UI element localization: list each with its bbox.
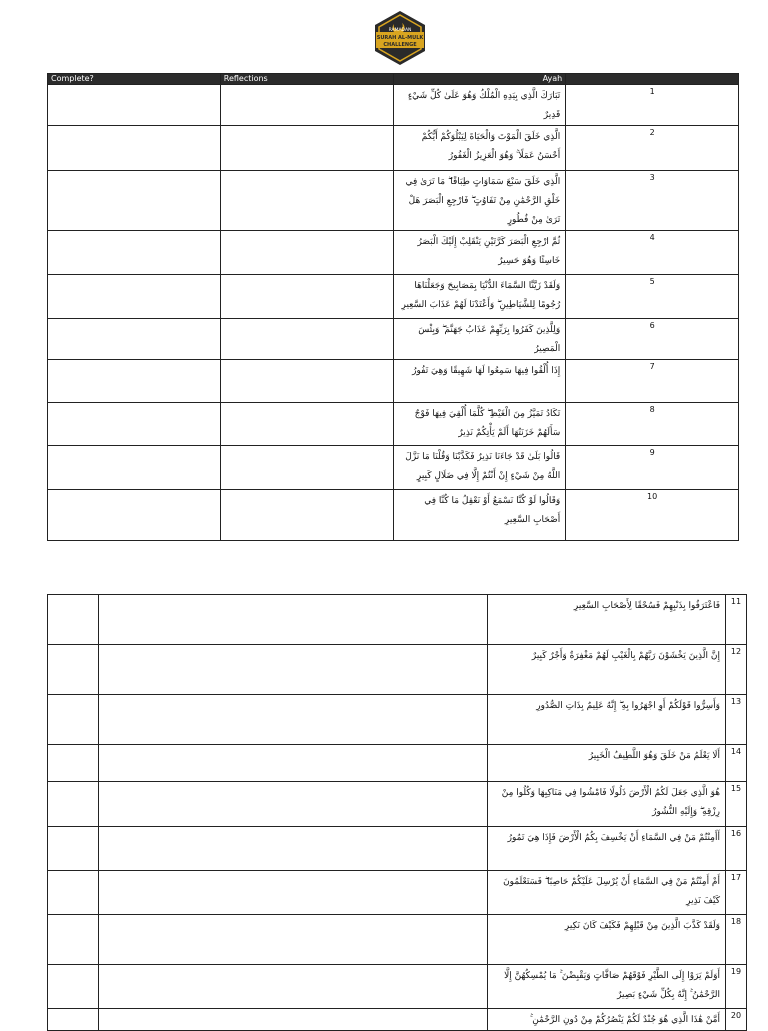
header-number [566, 74, 739, 85]
ayah-text: أَوَلَمْ يَرَوْا إِلَى الطَّيْرِ فَوْقَهُمْ صَافَّاتٍ وَيَقْبِضْنَ ۚ مَا يُمْسِكُهُنَّ إِلَّا الرَّحْمَٰنُ ۚ إِنَّهُ بِكُلِّ شَيْءٍ بَصِيرٌ [488, 965, 726, 1009]
table-row [48, 490, 739, 541]
ayah-text: إِنَّ الَّذِينَ يَخْشَوْنَ رَبَّهُمْ بِالْغَيْبِ لَهُمْ مَغْفِرَةٌ وَأَجْرٌ كَبِيرٌ [488, 645, 726, 695]
reflections-cell[interactable] [99, 645, 488, 695]
table-row [48, 85, 739, 126]
ayah-text: الَّذِي خَلَقَ الْمَوْتَ وَالْحَيَاةَ لِيَبْلُوَكُمْ أَيُّكُمْ أَحْسَنُ عَمَلًا ۚ وَهُوَ الْعَزِيزُ الْغَفُورُ [393, 126, 566, 171]
ayah-text: فَاعْتَرَفُوا بِذَنْبِهِمْ فَسُحْقًا لِأَصْحَابِ السَّعِيرِ [488, 595, 726, 645]
ayah-text: تَبَارَكَ الَّذِي بِيَدِهِ الْمُلْكُ وَهُوَ عَلَىٰ كُلِّ شَيْءٍ قَدِيرٌ [393, 85, 566, 126]
ayah-number: 15 [726, 782, 747, 827]
complete-checkbox-cell[interactable] [48, 645, 99, 695]
table-row [48, 827, 747, 871]
ayah-text: أَمَّنْ هَٰذَا الَّذِي هُوَ جُنْدٌ لَكُمْ يَنْصُرُكُمْ مِنْ دُونِ الرَّحْمَٰنِ ۚ [488, 1009, 726, 1031]
complete-checkbox-cell[interactable] [48, 403, 221, 446]
ayah-number: 2 [566, 126, 739, 171]
reflections-cell[interactable] [220, 171, 393, 231]
table-row [48, 871, 747, 915]
complete-checkbox-cell[interactable] [48, 85, 221, 126]
ayah-number: 7 [566, 360, 739, 403]
reflections-cell[interactable] [220, 231, 393, 275]
reflections-cell[interactable] [99, 695, 488, 745]
complete-checkbox-cell[interactable] [48, 171, 221, 231]
table-row [48, 171, 739, 231]
ayah-text: وَقَالُوا لَوْ كُنَّا نَسْمَعُ أَوْ نَعْقِلُ مَا كُنَّا فِي أَصْحَابِ السَّعِيرِ [393, 490, 566, 541]
complete-checkbox-cell[interactable] [48, 231, 221, 275]
logo-line3: CHALLENGE [383, 42, 417, 48]
complete-checkbox-cell[interactable] [48, 695, 99, 745]
complete-checkbox-cell[interactable] [48, 871, 99, 915]
complete-checkbox-cell[interactable] [48, 126, 221, 171]
ayah-number: 10 [566, 490, 739, 541]
table-row [48, 403, 739, 446]
reflections-cell[interactable] [99, 965, 488, 1009]
table-header [48, 74, 739, 85]
ayah-text: الَّذِي خَلَقَ سَبْعَ سَمَاوَاتٍ طِبَاقًا ۖ مَا تَرَىٰ فِي خَلْقِ الرَّحْمَٰنِ مِنْ تَفَاوُتٍ ۖ فَارْجِعِ الْبَصَرَ هَلْ تَرَىٰ مِنْ فُطُورٍ [393, 171, 566, 231]
ayah-number: 11 [726, 595, 747, 645]
ramadan-challenge-logo [372, 10, 428, 66]
ayah-number: 17 [726, 871, 747, 915]
ayah-number: 13 [726, 695, 747, 745]
complete-checkbox-cell[interactable] [48, 965, 99, 1009]
ayah-number: 5 [566, 275, 739, 319]
ayah-text: إِذَا أُلْقُوا فِيهَا سَمِعُوا لَهَا شَهِيقًا وَهِيَ تَفُورُ [393, 360, 566, 403]
ayah-text: وَلَقَدْ زَيَّنَّا السَّمَاءَ الدُّنْيَا بِمَصَابِيحَ وَجَعَلْنَاهَا رُجُومًا لِلشَّيَاطِينِ ۖ وَأَعْتَدْنَا لَهُمْ عَذَابَ السَّعِيرِ [393, 275, 566, 319]
complete-checkbox-cell[interactable] [48, 490, 221, 541]
table-row [48, 126, 739, 171]
ayah-number: 9 [566, 446, 739, 490]
complete-checkbox-cell[interactable] [48, 745, 99, 782]
table-row [48, 275, 739, 319]
complete-checkbox-cell[interactable] [48, 827, 99, 871]
ayah-text: قَالُوا بَلَىٰ قَدْ جَاءَنَا نَذِيرٌ فَكَذَّبْنَا وَقُلْنَا مَا نَزَّلَ اللَّهُ مِنْ شَيْءٍ إِنْ أَنْتُمْ إِلَّا فِي ضَلَالٍ كَبِيرٍ [393, 446, 566, 490]
header-reflections: Reflections [220, 74, 393, 85]
reflections-cell[interactable] [220, 490, 393, 541]
header-complete: Complete? [48, 74, 221, 85]
reflections-cell[interactable] [220, 446, 393, 490]
ayah-number: 19 [726, 965, 747, 1009]
ayah-text: هُوَ الَّذِي جَعَلَ لَكُمُ الْأَرْضَ ذَلُولًا فَامْشُوا فِي مَنَاكِبِهَا وَكُلُوا مِنْ رِزْقِهِ ۖ وَإِلَيْهِ النُّشُورُ [488, 782, 726, 827]
reflections-cell[interactable] [99, 1009, 488, 1031]
reflections-cell[interactable] [220, 126, 393, 171]
ayah-text: أَلَا يَعْلَمُ مَنْ خَلَقَ وَهُوَ اللَّطِيفُ الْخَبِيرُ [488, 745, 726, 782]
table-row [48, 446, 739, 490]
ayah-number: 16 [726, 827, 747, 871]
ayah-text: تَكَادُ تَمَيَّزُ مِنَ الْغَيْظِ ۖ كُلَّمَا أُلْقِيَ فِيهَا فَوْجٌ سَأَلَهُمْ خَزَنَتُهَا أَلَمْ يَأْتِكُمْ نَذِيرٌ [393, 403, 566, 446]
reflections-cell[interactable] [99, 827, 488, 871]
ayah-text: أَأَمِنْتُمْ مَنْ فِي السَّمَاءِ أَنْ يَخْسِفَ بِكُمُ الْأَرْضَ فَإِذَا هِيَ تَمُورُ [488, 827, 726, 871]
ayah-text: وَأَسِرُّوا قَوْلَكُمْ أَوِ اجْهَرُوا بِهِ ۖ إِنَّهُ عَلِيمٌ بِذَاتِ الصُّدُورِ [488, 695, 726, 745]
ayah-number: 12 [726, 645, 747, 695]
ayah-number: 14 [726, 745, 747, 782]
ayah-number: 1 [566, 85, 739, 126]
reflections-cell[interactable] [99, 871, 488, 915]
table-row [48, 231, 739, 275]
table-row [48, 745, 747, 782]
ayah-number: 3 [566, 171, 739, 231]
reflections-cell[interactable] [220, 319, 393, 360]
reflections-cell[interactable] [99, 745, 488, 782]
reflections-cell[interactable] [99, 782, 488, 827]
ayah-table-1 [47, 73, 739, 541]
ayah-number: 6 [566, 319, 739, 360]
logo-line1: RAMADAN [388, 28, 412, 33]
complete-checkbox-cell[interactable] [48, 319, 221, 360]
table-row [48, 1009, 747, 1031]
table-row [48, 695, 747, 745]
reflections-cell[interactable] [220, 275, 393, 319]
ayah-text: وَلِلَّذِينَ كَفَرُوا بِرَبِّهِمْ عَذَابُ جَهَنَّمَ ۖ وَبِئْسَ الْمَصِيرُ [393, 319, 566, 360]
complete-checkbox-cell[interactable] [48, 782, 99, 827]
table-row [48, 360, 739, 403]
complete-checkbox-cell[interactable] [48, 1009, 99, 1031]
complete-checkbox-cell[interactable] [48, 446, 221, 490]
table-row [48, 595, 747, 645]
complete-checkbox-cell[interactable] [48, 275, 221, 319]
ayah-text: أَمْ أَمِنْتُمْ مَنْ فِي السَّمَاءِ أَنْ يُرْسِلَ عَلَيْكُمْ حَاصِبًا ۖ فَسَتَعْلَمُونَ كَيْفَ نَذِيرِ [488, 871, 726, 915]
table-row [48, 645, 747, 695]
complete-checkbox-cell[interactable] [48, 360, 221, 403]
ayah-text: ثُمَّ ارْجِعِ الْبَصَرَ كَرَّتَيْنِ يَنْقَلِبْ إِلَيْكَ الْبَصَرُ خَاسِئًا وَهُوَ حَسِيرٌ [393, 231, 566, 275]
reflections-cell[interactable] [99, 595, 488, 645]
ayah-number: 20 [726, 1009, 747, 1031]
ayah-number: 18 [726, 915, 747, 965]
table-row [48, 319, 739, 360]
complete-checkbox-cell[interactable] [48, 915, 99, 965]
table-row [48, 782, 747, 827]
reflections-cell[interactable] [220, 360, 393, 403]
ayah-table-2 [47, 594, 747, 1031]
complete-checkbox-cell[interactable] [48, 595, 99, 645]
table-row [48, 915, 747, 965]
table-row [48, 965, 747, 1009]
logo-line2: SURAH AL-MULK [376, 35, 424, 41]
reflections-cell[interactable] [220, 85, 393, 126]
header-ayah: Ayah [393, 74, 566, 85]
reflections-cell[interactable] [220, 403, 393, 446]
ayah-number: 8 [566, 403, 739, 446]
ayah-number: 4 [566, 231, 739, 275]
ayah-text: وَلَقَدْ كَذَّبَ الَّذِينَ مِنْ قَبْلِهِمْ فَكَيْفَ كَانَ نَكِيرِ [488, 915, 726, 965]
reflections-cell[interactable] [99, 915, 488, 965]
